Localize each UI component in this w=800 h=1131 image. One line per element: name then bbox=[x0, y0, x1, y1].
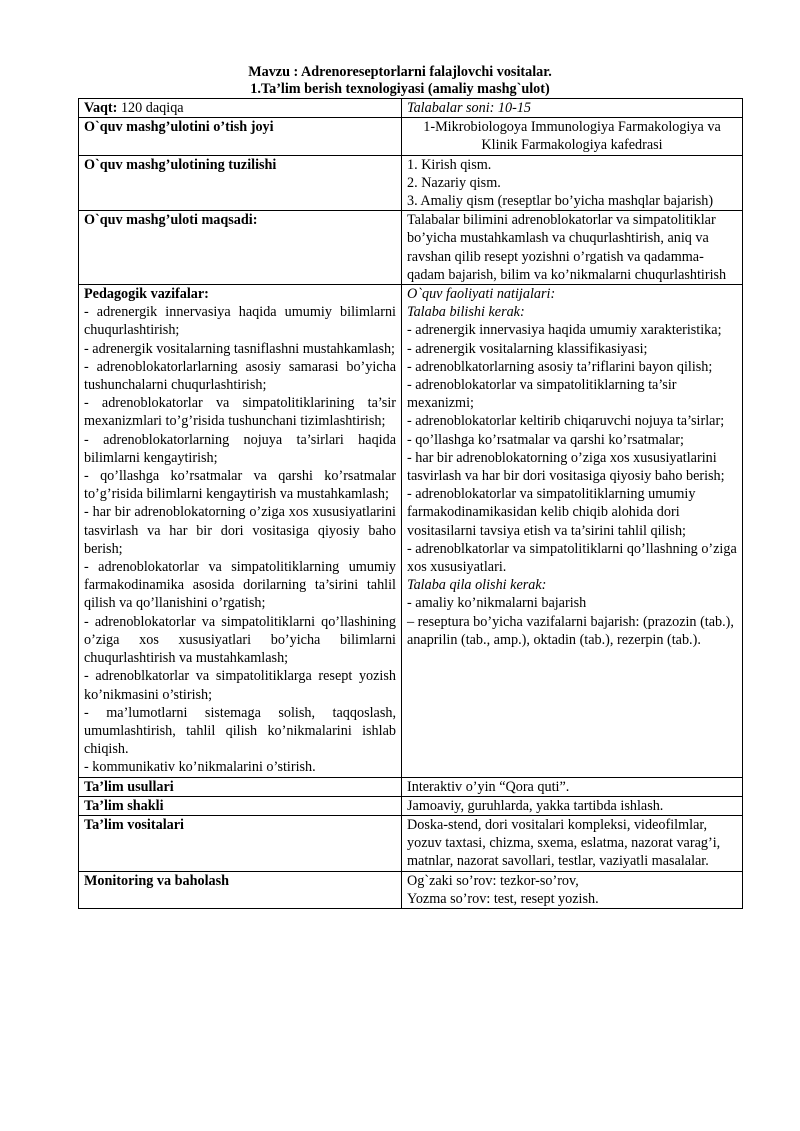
list-item: 1. Kirish qism. bbox=[407, 156, 492, 173]
list-item: - adrenoblokatorlar keltirib chiqaruvchi nojuya ta’sirlar; bbox=[407, 413, 725, 430]
list-item: - adrenoblokatorlar va simpatolitiklarning ta’sir mexanizmi; bbox=[407, 377, 677, 412]
list-item: - adrenergik vositalarning tasniflashni mustahkamlash; bbox=[84, 340, 396, 357]
document-title: Mavzu : Adrenoreseptorlarni falajlovchi vositalar. bbox=[248, 64, 552, 80]
list-item: - adrenoblokatorlar va simpatolitiklarning umumiy farmakodinamika asosida dorilarning ta’sirini tahlil qilish va qo’llanishini o’rgatish; bbox=[84, 559, 396, 612]
list-item: Yozma so’rov: test, resept yozish. bbox=[407, 890, 599, 907]
table-row-vaqt bbox=[79, 99, 743, 118]
vositalar-value: Doska-stend, dori vositalari kompleksi, videofilmlar, yozuv taxtasi, chizma, sxema, eslatma, nazorat varag’i, matnlar, nazorat savollari, testlar, vaziyatli masalalar. bbox=[402, 815, 743, 871]
list-item: – reseptura bo’yicha vazifalarni bajarish: (prazozin (tab.), anaprilin (tab., amp.), oktadin (tab.), rezerpin (tab.). bbox=[407, 613, 734, 648]
list-item: - adrenoblokatorlar va simpatolitiklarni qo’llashining o’ziga xos xususiyatlari bo’yicha bilimlarni chuqurlashtirish va mustahkamlash; bbox=[84, 613, 396, 667]
monitoring-label: Monitoring va baholash bbox=[79, 871, 402, 908]
list-item: - adrenoblkatorlar va simpatolitiklarga resept yozish ko’nikmasini o’stirish; bbox=[84, 668, 396, 703]
list-item: - adrenoblkatorlarning asosiy ta’riflarini bayon qilish; bbox=[407, 358, 713, 375]
shakl-value: Jamoaviy, guruhlarda, yakka tartibda ishlash. bbox=[402, 796, 743, 815]
list-item: - adrenoblokatorlar va simpatolitiklarning umumiy farmakodinamikasidan kelib chiqib alohida dori vositasilarni tavsiya etish va ta’sirini tahlil qilish; bbox=[407, 486, 696, 539]
list-item: - adrenergik innervasiya haqida umumiy xarakteristika; bbox=[407, 322, 722, 339]
table-row-tuzilish bbox=[79, 155, 743, 211]
pedagogik-vazifalar bbox=[79, 285, 402, 777]
table-row-vositalar bbox=[79, 815, 743, 871]
vositalar-label: Ta’lim vositalari bbox=[79, 815, 402, 871]
table-row-vazifalar bbox=[79, 285, 743, 777]
list-item: 2. Nazariy qism. bbox=[407, 174, 501, 191]
list-item: - adrenoblokatorlarlarning asosiy samarasi bo’yicha tushunchalarni chuqurlashtirish; bbox=[84, 358, 396, 394]
list-item: - har bir adrenoblokatorning o’ziga xos xususiyatlarini tasvirlash va har bir dori vositasiga qiyosiy baho berish; bbox=[407, 449, 725, 485]
table-row-monitoring bbox=[79, 871, 743, 908]
table-row-shakl bbox=[79, 796, 743, 815]
list-item: - qo’llashga ko’rsatmalar va qarshi ko’rsatmalar to’g’risida bilimlarni kengaytirish va mustahkamlash; bbox=[84, 468, 396, 503]
shakl-label: Ta’lim shakli bbox=[79, 796, 402, 815]
table-row-joy bbox=[79, 118, 743, 155]
faoliyat-natijalari bbox=[402, 285, 743, 777]
list-item: Og`zaki so’rov: tezkor-so’rov, bbox=[407, 872, 579, 889]
usullar-value: Interaktiv o’yin “Qora quti”. bbox=[402, 777, 743, 796]
tuzilish-list bbox=[402, 155, 743, 211]
monitoring-value bbox=[402, 871, 743, 908]
list-item: - har bir adrenoblokatorning o’ziga xos xususiyatlarini tasvirlash va har bir dori vositasiga qiyosiy baho berish; bbox=[84, 504, 396, 557]
list-item: - adrenoblokatorlar va simpatolitiklarining ta’sir mexanizmlari to’g’risida tushunchani tizimlashtirish; bbox=[84, 395, 396, 430]
table-row-maqsad bbox=[79, 211, 743, 285]
list-item: - adrenergik innervasiya haqida umumiy bilimlarni chuqurlashtirish; bbox=[84, 304, 396, 339]
tuzilish-label: O`quv mashg’ulotining tuzilishi bbox=[79, 155, 402, 211]
joy-label: O`quv mashg’ulotini o’tish joyi bbox=[79, 118, 402, 155]
natijalar-heading: O`quv faoliyati natijalari: bbox=[407, 286, 556, 303]
vaqt-cell bbox=[79, 99, 402, 118]
list-item: - ma’lumotlarni sistemaga solish, taqqoslash, umumlashtirish, tahlil qilish ko’nikmalarini ishlab chiqish. bbox=[84, 704, 396, 758]
vaqt-label: Vaqt: bbox=[84, 100, 118, 116]
vaqt-value: 120 daqiqa bbox=[117, 100, 184, 116]
maqsad-label: O`quv mashg’uloti maqsadi: bbox=[79, 211, 402, 285]
usullar-label: Ta’lim usullari bbox=[79, 777, 402, 796]
maqsad-value: Talabalar bilimini adrenoblokatorlar va simpatolitiklar bo’yicha mustahkamlash va chuqurlashtirish, aniq va ravshan qilib resept yozishni o’rgatish va qadamma-qadam bajarish, bilim va ko’nikmalarni chuqurlashtirish bbox=[402, 211, 743, 285]
joy-value: 1-Mikrobiologoya Immunologiya Farmakologiya va Klinik Farmakologiya kafedrasi bbox=[402, 118, 743, 155]
lesson-plan-table bbox=[78, 98, 743, 909]
bilishi-kerak-heading: Talaba bilishi kerak: bbox=[407, 304, 525, 321]
table-row-usullar bbox=[79, 777, 743, 796]
list-item: - amaliy ko’nikmalarni bajarish bbox=[407, 595, 587, 612]
list-item: - adrenoblkatorlar va simpatolitiklarni qo’llashning o’ziga xos xususiyatlari. bbox=[407, 540, 737, 576]
pedagogik-label: Pedagogik vazifalar: bbox=[84, 286, 209, 303]
list-item: - kommunikativ ko’nikmalarini o’stirish. bbox=[84, 759, 316, 776]
list-item: 3. Amaliy qism (reseptlar bo’yicha mashqlar bajarish) bbox=[407, 193, 714, 210]
list-item: - qo’llashga ko’rsatmalar va qarshi ko’rsatmalar; bbox=[407, 431, 684, 448]
list-item: - adrenergik vositalarning klassifikasiyasi; bbox=[407, 340, 648, 357]
document-subtitle: 1.Ta’lim berish texnologiyasi (amaliy mashg`ulot) bbox=[250, 81, 550, 97]
list-item: - adrenoblokatorlarning nojuya ta’sirlari haqida bilimlarni kengaytirish; bbox=[84, 431, 396, 466]
qila-olishi-heading: Talaba qila olishi kerak: bbox=[407, 577, 547, 594]
talabalar-soni: Talabalar soni: 10-15 bbox=[402, 99, 743, 118]
